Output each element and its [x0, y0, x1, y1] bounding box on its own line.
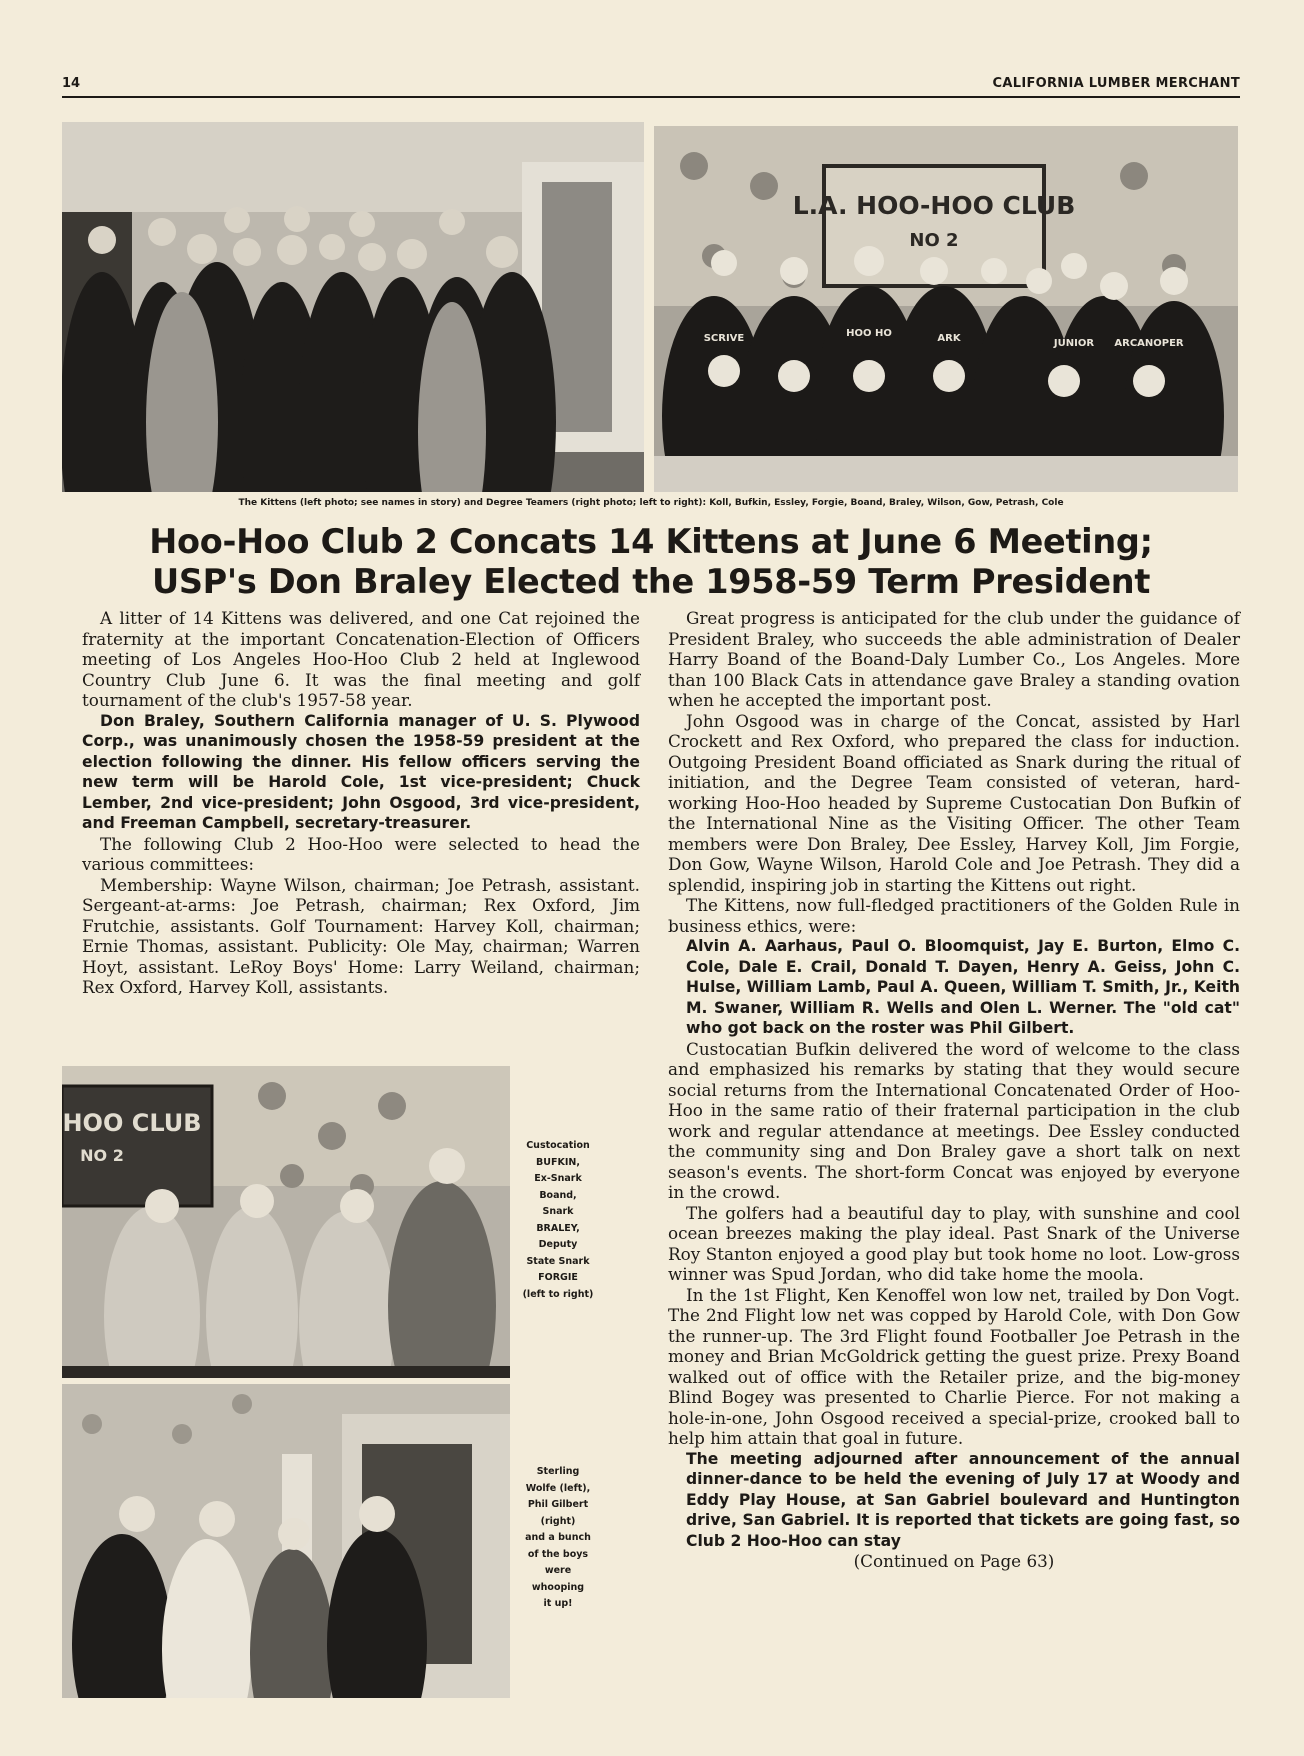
banner-text: HOO CLUB — [62, 1109, 202, 1137]
caption-line: FORGIE — [538, 1272, 578, 1283]
page-number: 14 — [62, 76, 81, 91]
paragraph: Membership: Wayne Wilson, chairman; Joe Petrash, assistant. Sergeant-at-arms: Joe Petrash, chairman; Rex Oxford, Jim Frutchie, assistants. Golf Tournament: Harvey Koll, chairman; Ernie Thomas, assistant. Publicity: Ole May, chairman; Warren Hoyt, assistant. LeRoy Boys' Home: Larry Weiland, chairman; Rex Oxford, Harvey Koll, assistants. — [82, 874, 640, 997]
paragraph: The following Club 2 Hoo-Hoo were selected to head the various committees: — [82, 833, 640, 874]
caption-line: and a bunch — [525, 1532, 591, 1543]
top-photo-caption: The Kittens (left photo; see names in story) and Degree Teamers (right photo; left to right): Koll, Bufkin, Essley, Forgie, Boand, Braley, Wilson, Gow, Petrash, Cole — [238, 498, 1064, 508]
paragraph-bold: Alvin A. Aarhaus, Paul O. Bloomquist, Jay E. Burton, Elmo C. Cole, Dale E. Crail, Donald T. Dayen, Henry A. Geiss, John C. Hulse, William Lamb, Paul A. Queen, William T. Smith, Jr., Keith M. Swaner, William R. Wells and Olen L. Werner. The "old cat" who got back on the roster was Phil Gilbert. — [686, 937, 1240, 1037]
caption-line: Custocation — [526, 1140, 590, 1151]
left-column — [82, 608, 640, 998]
caption-line: of the boys — [527, 1548, 589, 1560]
paragraph: Great progress is anticipated for the club under the guidance of President Braley, who succeeds the able administration of Dealer Harry Boand of the Boand-Daly Lumber Co., Los Angeles. More than 100 Black Cats in attendance gave Braley a standing ovation when he accepted the important post. — [668, 608, 1240, 710]
caption-line: Deputy — [538, 1239, 578, 1250]
photo-degree-team — [654, 126, 1238, 492]
paragraph: In the 1st Flight, Ken Kenoffel won low net, trailed by Don Vogt. The 2nd Flight low net was copped by Harold Cole, with Don Gow the runner-up. The 3rd Flight found Footballer Joe Petrash in the money and Brian McGoldrick getting the guest prize. Prexy Boand walked out of office with the Retailer prize, and the big-money Blind Bogey was presented to Charlie Pierce. For not making a hole-in-one, John Osgood received a special-prize, crooked ball to help him attain that goal in future. — [668, 1284, 1240, 1448]
banner-text: L.A. HOO-HOO CLUB — [792, 191, 1076, 220]
side-caption-officers — [510, 1138, 606, 1303]
caption-line: (left to right) — [522, 1288, 594, 1300]
caption-line: State Snark — [526, 1255, 590, 1267]
right-column — [668, 608, 1240, 1572]
robe-label: ARK — [937, 333, 961, 344]
continued-note: (Continued on Page 63) — [853, 1551, 1055, 1571]
caption-line: Sterling — [536, 1466, 580, 1477]
page-header — [62, 74, 1240, 98]
robe-label: SCRIVE — [703, 333, 745, 344]
caption-line: whooping — [531, 1581, 585, 1593]
paragraph-bold: The meeting adjourned after announcement of the annual dinner-dance to be held the evening of July 17 at Woody and Eddy Play House, at San Gabriel boulevard and Huntington drive, San Gabriel. It is reported that tickets are going fast, so Club 2 Hoo-Hoo can stay — [686, 1449, 1240, 1550]
banner-text-2: NO 2 — [909, 230, 959, 251]
caption-line: Wolfe (left), — [525, 1482, 591, 1494]
paragraph: John Osgood was in charge of the Concat, assisted by Harl Crockett and Rex Oxford, who prepared the class for induction. Outgoing President Boand officiated as Snark during the ritual of initiation, and the Degree Team consisted of veteran, hard-working Hoo-Hoo headed by Supreme Custocatian Don Bufkin of the International Nine as the Visiting Officer. The other Team members were Don Braley, Dee Essley, Harvey Koll, Jim Forgie, Don Gow, Wayne Wilson, Harold Cole and Joe Petrash. They did a splendid, inspiring job in starting the Kittens out right. — [668, 710, 1240, 895]
caption-line: BRALEY, — [536, 1222, 580, 1234]
paragraph-bold: Don Braley, Southern California manager of U. S. Plywood Corp., was unanimously chosen the 1958-59 president at the election following the dinner. His fellow officers serving the new term will be Harold Cole, 1st vice-president; Chuck Lember, 2nd vice-president; John Osgood, 3rd vice-president, and Freeman Campbell, secretary-treasurer. — [82, 711, 640, 832]
magazine-title: CALIFORNIA LUMBER MERCHANT — [992, 76, 1240, 91]
robe-label: JUNIOR — [1053, 338, 1095, 349]
robe-label: ARCANOPER — [1114, 338, 1184, 349]
robe-label: HOO HO — [846, 328, 892, 339]
caption-line: it up! — [543, 1598, 573, 1609]
photo-officers — [62, 1066, 510, 1378]
paragraph: The Kittens, now full-fledged practitioners of the Golden Rule in business ethics, were: — [668, 895, 1240, 936]
page-headline — [62, 522, 1240, 602]
side-caption-boys — [510, 1464, 606, 1613]
banner-text-2: NO 2 — [80, 1146, 124, 1165]
paragraph: Custocatian Bufkin delivered the word of welcome to the class and emphasized his remarks by stating that they would secure social returns from the International Concatenated Order of Hoo-Hoo in the same ratio of their fraternal participation in the club work and regular attendance at meetings. Dee Essley conducted the community sing and Don Braley gave a short talk on next season's events. The short-form Concat was enjoyed by everyone in the crowd. — [668, 1038, 1240, 1202]
caption-line: Phil Gilbert — [527, 1499, 589, 1510]
caption-line: (right) — [540, 1515, 576, 1527]
caption-line: Snark — [542, 1206, 574, 1217]
caption-line: Boand, — [539, 1189, 577, 1201]
photo-kittens — [62, 122, 644, 492]
caption-line: Ex-Snark — [534, 1173, 582, 1184]
caption-line: BUFKIN, — [536, 1156, 580, 1168]
caption-line: were — [544, 1565, 572, 1576]
headline-line-1: Hoo-Hoo Club 2 Concats 14 Kittens at June 6 Meeting; — [149, 522, 1153, 561]
photo-group-boys — [62, 1384, 510, 1698]
paragraph: A litter of 14 Kittens was delivered, and one Cat rejoined the fraternity at the important Concatenation-Election of Officers meeting of Los Angeles Hoo-Hoo Club 2 held at Inglewood Country Club June 6. It was the final meeting and golf tournament of the club's 1957-58 year. — [82, 608, 640, 710]
headline-line-2: USP's Don Braley Elected the 1958-59 Term President — [151, 562, 1151, 601]
paragraph: The golfers had a beautiful day to play, with sunshine and cool ocean breezes making the play ideal. Past Snark of the Universe Roy Stanton enjoyed a good play but took home no loot. Low-gross winner was Spud Jordan, who did take home the moola. — [668, 1202, 1240, 1284]
